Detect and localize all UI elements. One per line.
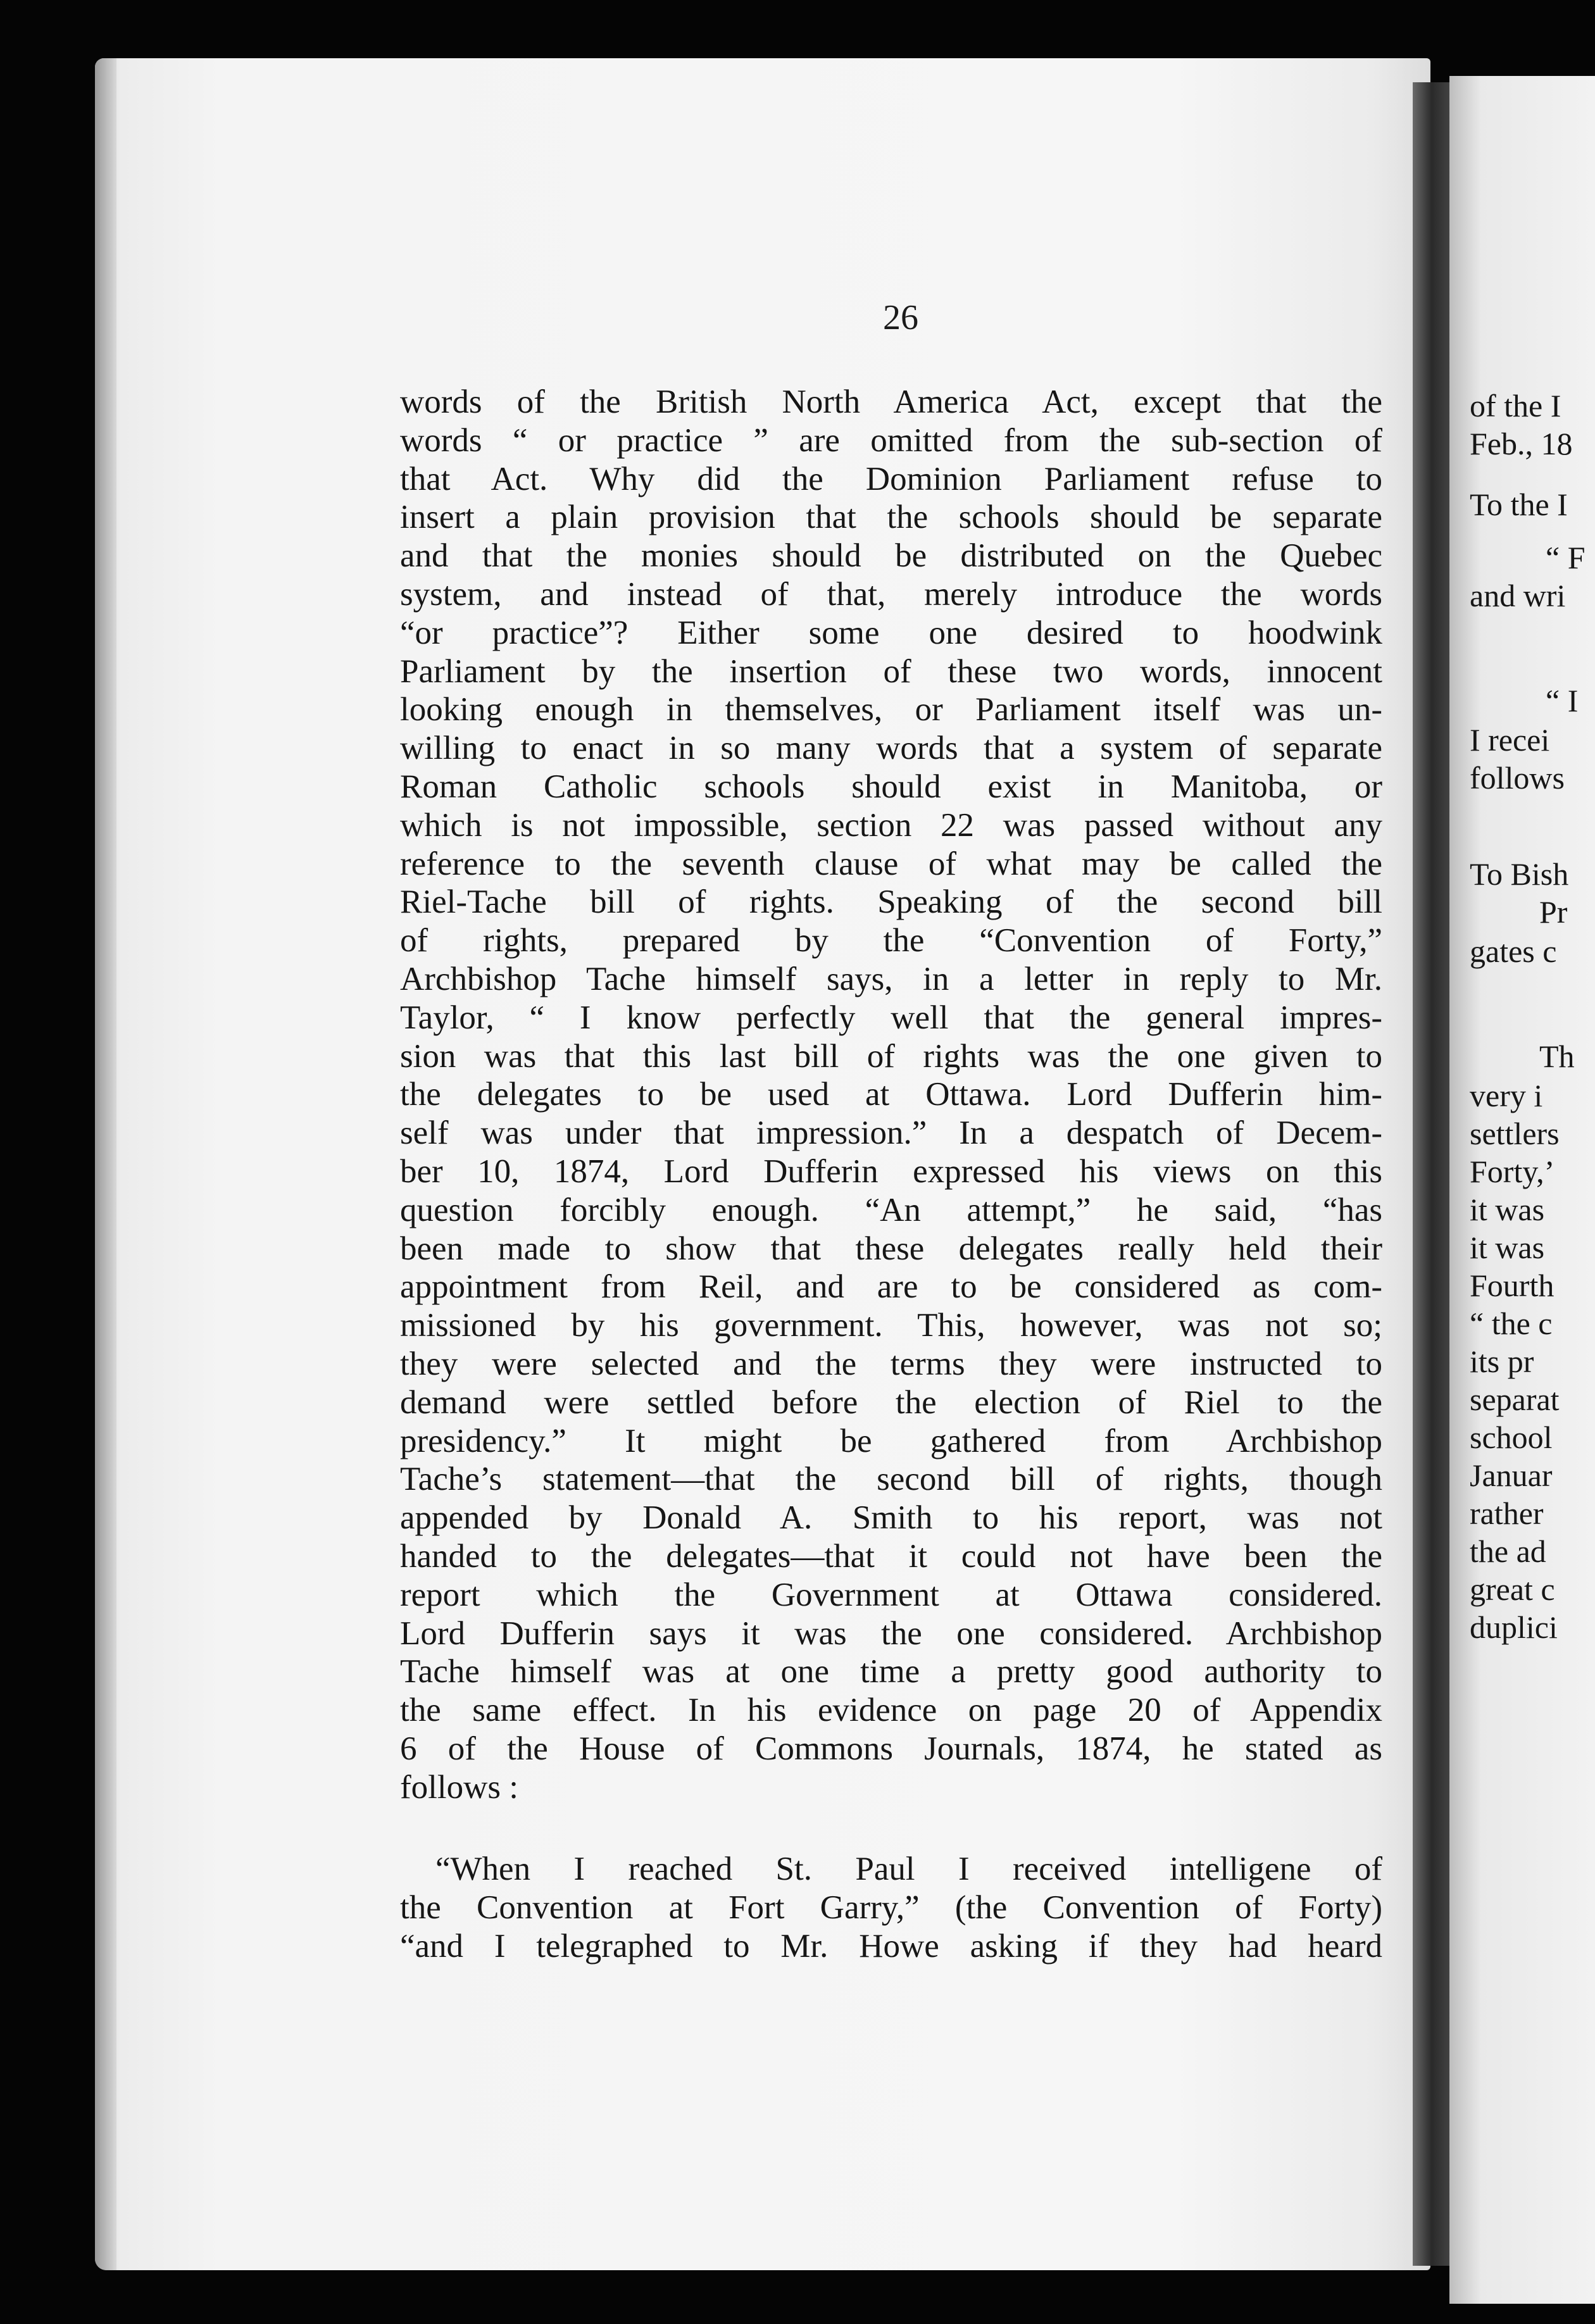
quote-line: the Convention at Fort Garry,” (the Convention of Forty) — [400, 1889, 1382, 1926]
facing-line: settlers — [1470, 1116, 1560, 1151]
facing-line: its pr — [1470, 1344, 1534, 1379]
facing-line: Fourth — [1470, 1268, 1554, 1303]
facing-line: gates c — [1470, 934, 1557, 969]
text-line: question forcibly enough. “An attempt,” he said, “has — [400, 1191, 1382, 1228]
text-line: 6 of the House of Commons Journals, 1874, he stated as — [400, 1730, 1382, 1767]
text-line: follows : — [400, 1768, 518, 1806]
text-line: looking enough in themselves, or Parliament itself was un- — [400, 691, 1382, 728]
text-line: handed to the delegates—that it could not have been the — [400, 1537, 1382, 1575]
facing-line: separat — [1470, 1382, 1560, 1417]
text-line: missioned by his government. This, however, was not so; — [400, 1307, 1382, 1344]
facing-line: Feb., 18 — [1470, 426, 1573, 461]
facing-line: very i — [1470, 1078, 1543, 1113]
text-line: Tache himself was at one time a pretty good authority to — [400, 1653, 1382, 1690]
text-line: “or practice”? Either some one desired to hoodwink — [400, 614, 1382, 651]
facing-line: “ I — [1546, 683, 1579, 718]
page-number: 26 — [883, 298, 918, 337]
facing-line: “ F — [1546, 540, 1586, 575]
text-line: Lord Dufferin says it was the one considered. Archbishop — [400, 1615, 1382, 1652]
text-line: Tache’s statement—that the second bill of rights, though — [400, 1461, 1382, 1498]
text-line: and that the monies should be distributed on the Quebec — [400, 537, 1382, 575]
facing-line: I recei — [1470, 722, 1550, 758]
facing-line: it was — [1470, 1192, 1545, 1227]
text-line: report which the Government at Ottawa considered. — [400, 1576, 1382, 1613]
text-line: reference to the seventh clause of what may be called the — [400, 845, 1382, 882]
quote-line: “When I reached St. Paul I received intelligene of — [435, 1851, 1382, 1887]
facing-line: and wri — [1470, 578, 1566, 613]
facing-line: Th — [1539, 1039, 1575, 1074]
text-line: words of the British North America Act, except that the — [400, 384, 1382, 420]
text-line: Archbishop Tache himself says, in a letter in reply to Mr. — [400, 960, 1382, 997]
text-line: willing to enact in so many words that a system of separate — [400, 730, 1382, 767]
text-line: been made to show that these delegates really held their — [400, 1230, 1382, 1267]
text-line: the same effect. In his evidence on page 20 of Appendix — [400, 1692, 1382, 1729]
text-line: demand were settled before the election of Riel to the — [400, 1384, 1382, 1421]
text-line: Taylor, “ I know perfectly well that the general impres- — [400, 999, 1382, 1036]
text-line: they were selected and the terms they were instructed to — [400, 1345, 1382, 1382]
text-line: self was under that impression.” In a despatch of Decem- — [400, 1115, 1382, 1152]
text-line: Roman Catholic schools should exist in Manitoba, or — [400, 768, 1382, 805]
facing-line: “ the c — [1470, 1306, 1553, 1341]
text-line: of rights, prepared by the “Convention of Forty,” — [400, 922, 1382, 959]
text-line: insert a plain provision that the schools should be separate — [400, 499, 1382, 536]
quote-line: “and I telegraphed to Mr. Howe asking if they had heard — [400, 1927, 1382, 1965]
text-line: appended by Donald A. Smith to his report, was not — [400, 1499, 1382, 1537]
text-line: presidency.” It might be gathered from Archbishop — [400, 1422, 1382, 1459]
text-line: appointment from Reil, and are to be considered as com- — [400, 1268, 1382, 1306]
page-edge — [95, 58, 116, 2270]
text-line: Parliament by the insertion of these two words, innocent — [400, 653, 1382, 690]
facing-line: rather — [1470, 1496, 1544, 1531]
facing-line: To Bish — [1470, 856, 1569, 892]
facing-line: school — [1470, 1420, 1553, 1455]
facing-line: Januar — [1470, 1458, 1553, 1493]
facing-line: it was — [1470, 1230, 1545, 1265]
main-paragraph — [400, 383, 1382, 1806]
block-quote — [400, 1850, 1382, 1965]
facing-line: the ad — [1470, 1534, 1546, 1569]
text-line: words “ or practice ” are omitted from the sub-section of — [400, 422, 1382, 459]
text-line: that Act. Why did the Dominion Parliament refuse to — [400, 460, 1382, 497]
facing-line: duplici — [1470, 1609, 1558, 1645]
text-line: sion was that this last bill of rights was the one given to — [400, 1037, 1382, 1075]
text-line: which is not impossible, section 22 was passed without any — [400, 806, 1382, 844]
text-line: the delegates to be used at Ottawa. Lord Dufferin him- — [400, 1076, 1382, 1113]
text-line: system, and instead of that, merely introduce the words — [400, 575, 1382, 613]
facing-line: To the I — [1470, 487, 1568, 522]
facing-line: Pr — [1539, 894, 1568, 930]
text-line: ber 10, 1874, Lord Dufferin expressed his views on this — [400, 1153, 1382, 1190]
facing-line: great c — [1470, 1571, 1555, 1607]
facing-line: of the I — [1470, 388, 1561, 423]
facing-line: follows — [1470, 760, 1565, 796]
facing-line: Forty,’ — [1470, 1154, 1555, 1189]
text-line: Riel-Tache bill of rights. Speaking of the second bill — [400, 884, 1382, 921]
